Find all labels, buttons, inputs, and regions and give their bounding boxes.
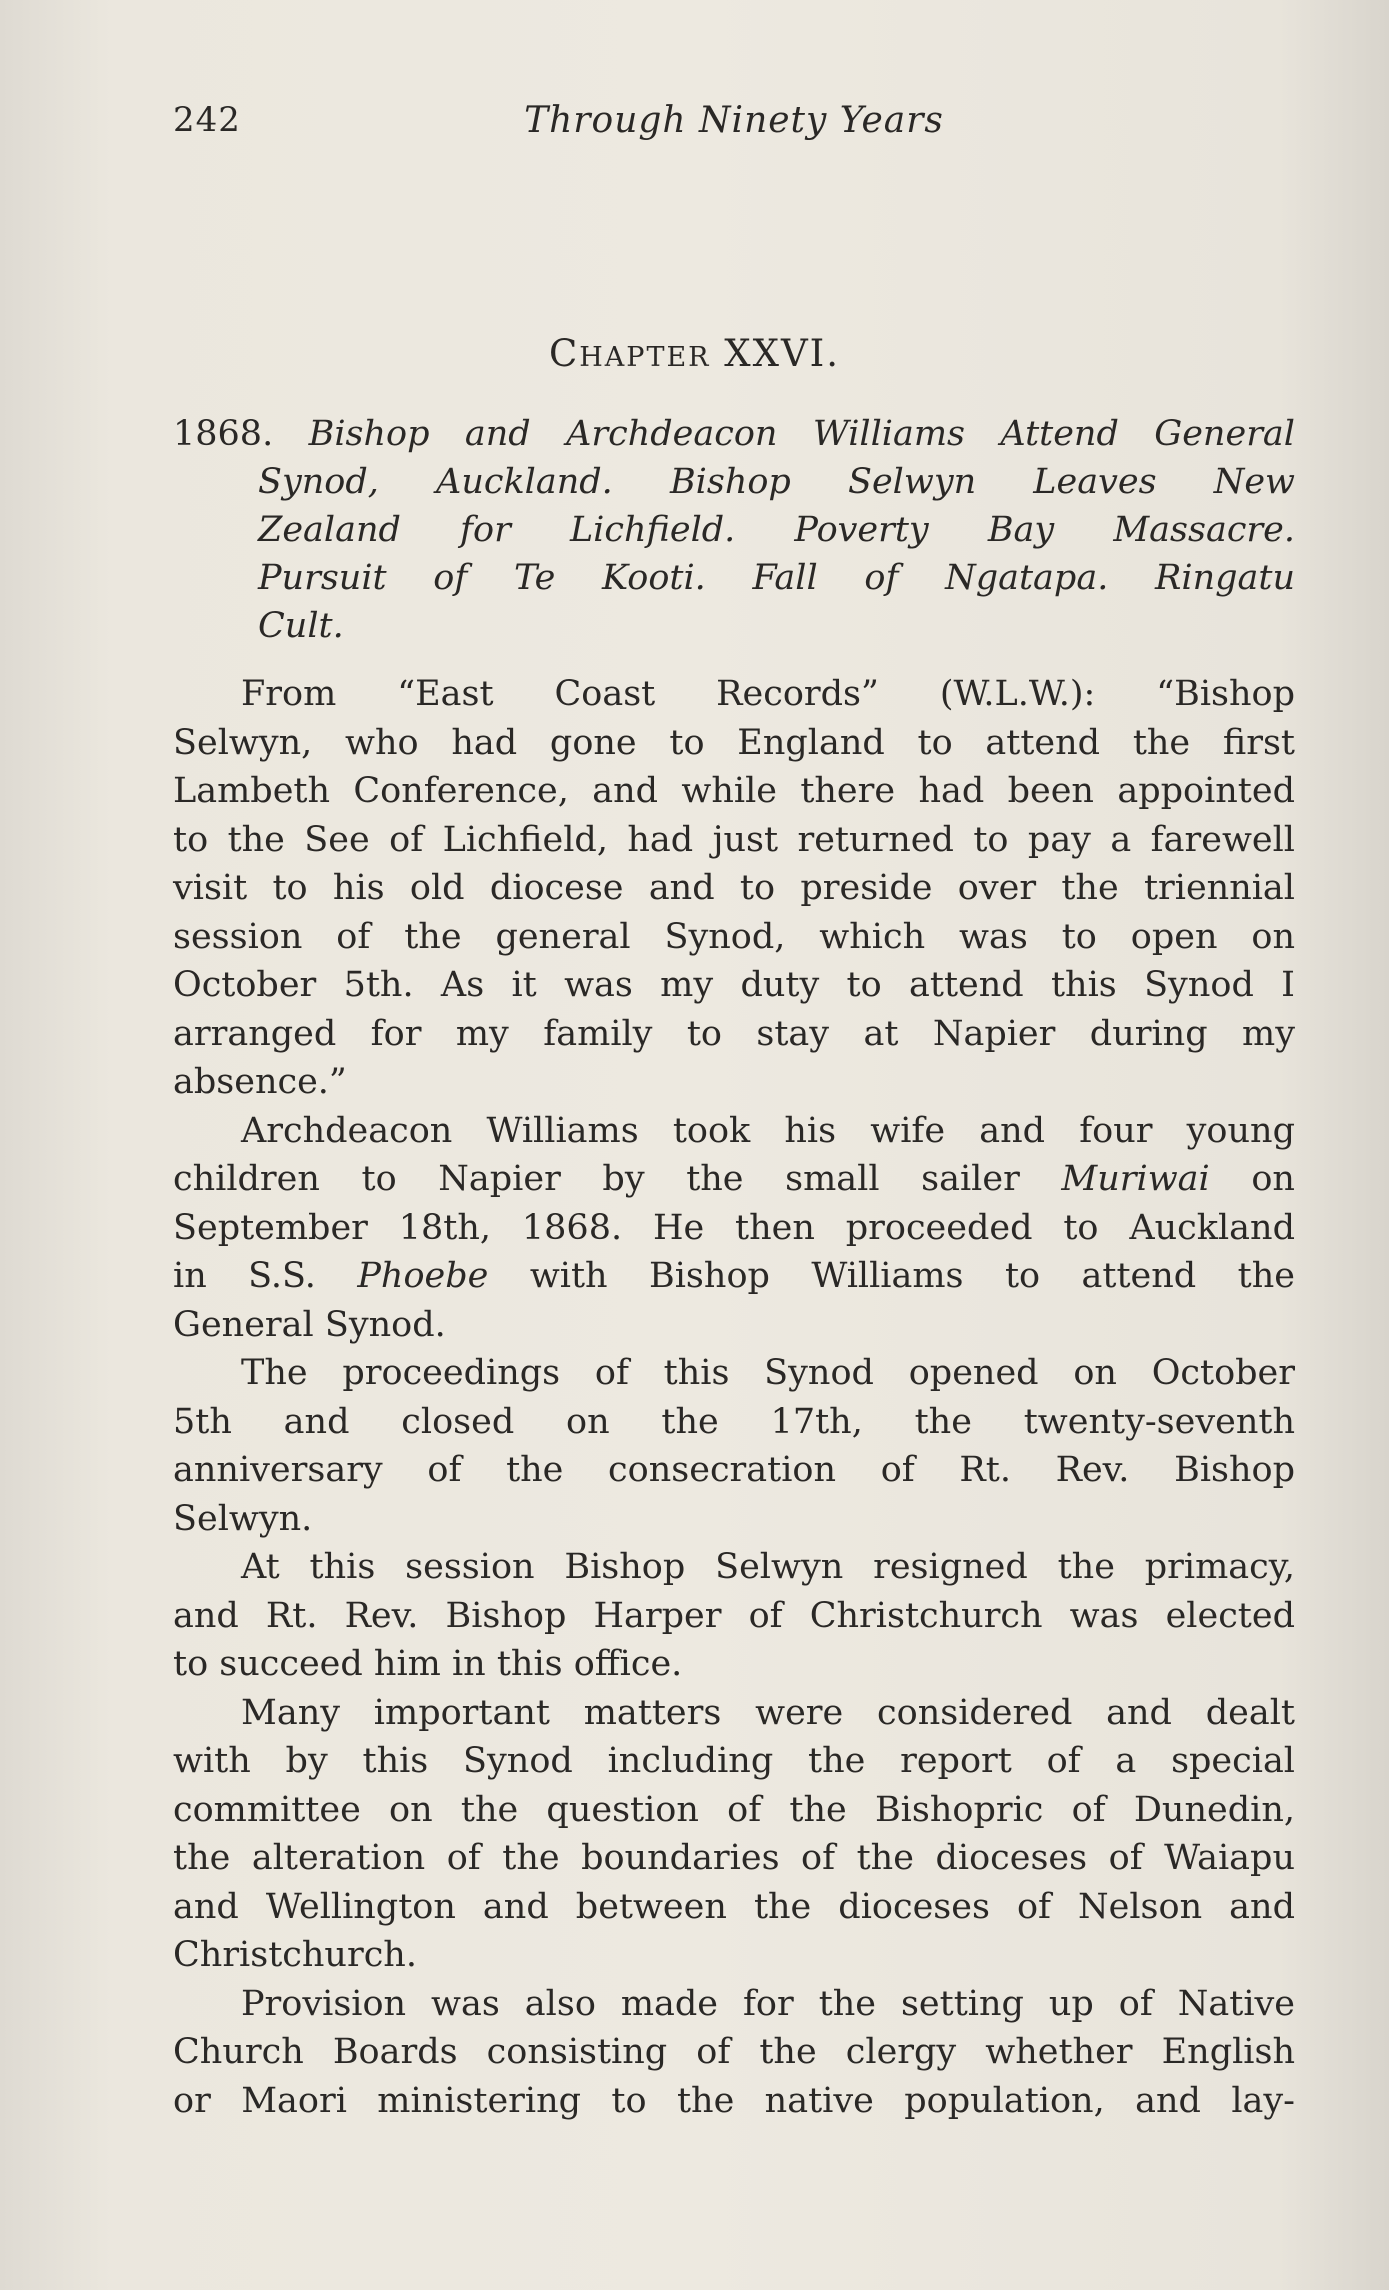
text-line: Many important matters were considered and dealt [241, 1692, 1295, 1733]
synopsis-text: Pursuit of Te Kooti. Fall of Ngatapa. Ringatu [258, 558, 1295, 598]
text-line: Lambeth Conference, and while there had been appointed [173, 771, 1295, 811]
text-line: committee on the question of the Bishopric of Dunedin, [173, 1789, 1295, 1830]
text-line: Christchurch. [173, 1935, 417, 1975]
page-number: 242 [173, 100, 241, 140]
body-text [173, 670, 1295, 2125]
chapter-heading-cap: C [548, 332, 580, 375]
ship-name: Muriwai [1061, 1159, 1210, 1199]
text-line: and Rt. Rev. Bishop Harper of Christchurch was elected [173, 1595, 1295, 1636]
chapter-heading [0, 332, 1389, 375]
text-line: The proceedings of this Synod opened on October [241, 1353, 1295, 1393]
synopsis-year: 1868. [173, 414, 274, 454]
chapter-number: XXVI. [724, 332, 841, 375]
text-line: At this session Bishop Selwyn resigned the primacy, [241, 1547, 1295, 1587]
synopsis-line [173, 458, 1295, 506]
synopsis-line [173, 602, 1295, 650]
text-line: 5th and closed on the 17th, the twenty-seventh [173, 1401, 1295, 1442]
text-line: Archdeacon Williams took his wife and four young [241, 1110, 1295, 1151]
text-fragment: children to Napier by the small sailer [173, 1159, 1020, 1199]
text-line: Church Boards consisting of the clergy whether English [173, 2032, 1295, 2072]
text-fragment: on [1251, 1159, 1295, 1199]
text-line: or Maori ministering to the native population, and lay- [173, 2080, 1295, 2121]
text-fragment: with Bishop Williams to attend the [529, 1256, 1295, 1296]
text-line: September 18th, 1868. He then proceeded to Auckland [173, 1207, 1295, 1248]
text-line: with by this Synod including the report of a special [173, 1741, 1295, 1781]
text-line: the alteration of the boundaries of the dioceses of Waiapu [173, 1838, 1295, 1878]
synopsis-text: Cult. [258, 606, 344, 646]
text-line: to the See of Lichfield, had just returned to pay a farewell [173, 819, 1295, 860]
ship-name: Phoebe [357, 1256, 489, 1296]
text-line [173, 1155, 1295, 1204]
text-line: arranged for my family to stay at Napier during my [173, 1013, 1295, 1054]
synopsis-text: Bishop and Archdeacon Williams Attend General [308, 414, 1295, 454]
text-line: Selwyn, who had gone to England to attend the first [173, 722, 1295, 763]
text-line: anniversary of the consecration of Rt. Rev. Bishop [173, 1450, 1295, 1490]
text-line: October 5th. As it was my duty to attend this Synod I [173, 965, 1295, 1005]
text-line: Selwyn. [173, 1498, 313, 1539]
text-line: session of the general Synod, which was to open on [173, 916, 1295, 957]
text-line: General Synod. [173, 1304, 446, 1345]
synopsis-line [173, 506, 1295, 554]
chapter-heading-smallcaps: HAPTER [579, 342, 711, 373]
running-head [173, 100, 1295, 160]
text-line [173, 1252, 1295, 1301]
text-line: visit to his old diocese and to preside over the triennial [173, 868, 1295, 908]
text-line: From “East Coast Records” (W.L.W.): “Bishop [241, 674, 1295, 714]
text-line: and Wellington and between the dioceses of Nelson and [173, 1886, 1295, 1927]
text-line: to succeed him in this office. [173, 1644, 683, 1684]
synopsis-line [173, 410, 1295, 458]
text-line: absence.” [173, 1062, 347, 1102]
text-line: Provision was also made for the setting up of Native [241, 1983, 1295, 2024]
synopsis-text: Zealand for Lichfield. Poverty Bay Massacre. [258, 510, 1295, 550]
chapter-synopsis [173, 410, 1295, 650]
book-title: Through Ninety Years [524, 100, 944, 141]
synopsis-line [173, 554, 1295, 602]
synopsis-text: Synod, Auckland. Bishop Selwyn Leaves New [258, 462, 1295, 502]
text-fragment: in S.S. [173, 1256, 316, 1296]
